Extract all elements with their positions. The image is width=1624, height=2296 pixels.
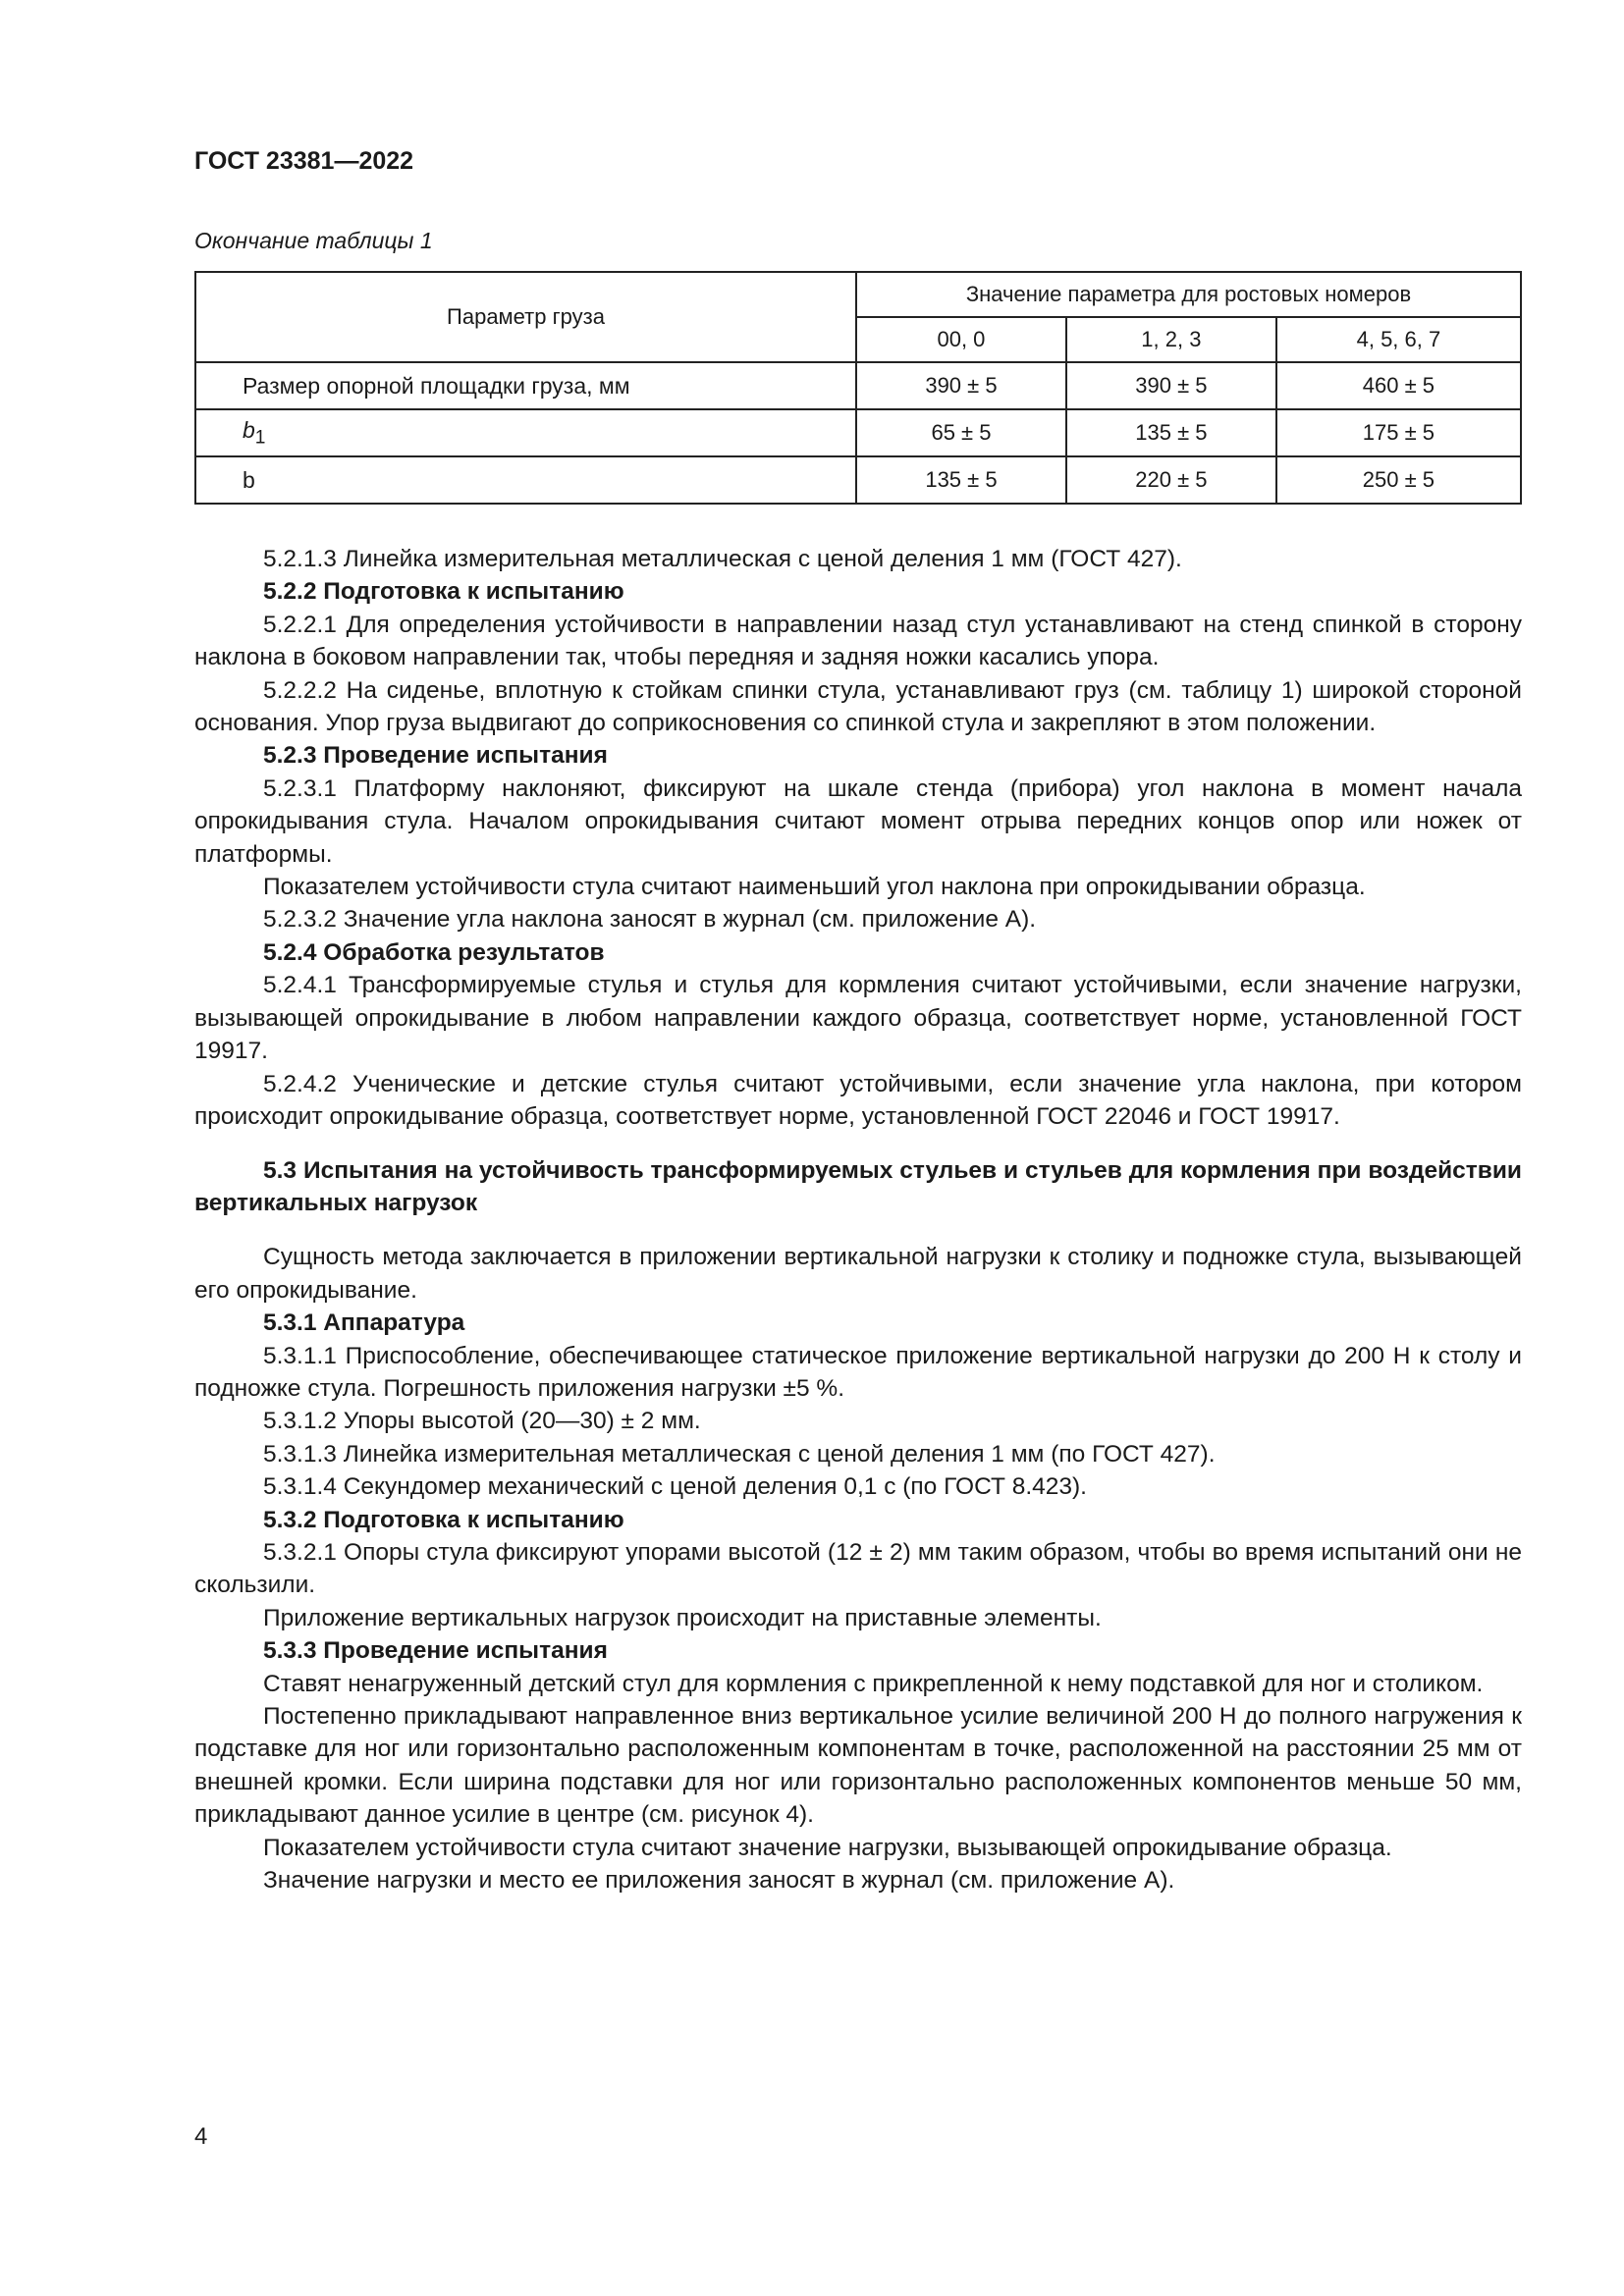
table-row (195, 456, 1521, 504)
paragraph: 5.2.1.3 Линейка измерительная металлическая с ценой деления 1 мм (ГОСТ 427). (263, 546, 1182, 572)
param-column-header: Параметр груза (195, 272, 856, 362)
paragraph: 5.2.2.1 Для определения устойчивости в направлении назад стул устанавливают на стенд спинкой в сторону наклона в боковом направлении так, чтобы передняя и задняя ножки касались упора. (194, 611, 1522, 671)
table-caption: Окончание таблицы 1 (194, 228, 433, 253)
size-column-header: 1, 2, 3 (1066, 317, 1276, 362)
document-header: ГОСТ 23381—2022 (194, 147, 414, 175)
size-column-header: 4, 5, 6, 7 (1276, 317, 1521, 362)
paragraph: Ставят ненагруженный детский стул для кормления с прикрепленной к нему подставкой для ног и столиком. (263, 1670, 1484, 1697)
table-cell: 460 ± 5 (1276, 362, 1521, 409)
row-label-text: b (243, 416, 255, 443)
paragraph: Приложение вертикальных нагрузок происходит на приставные элементы. (263, 1604, 1102, 1631)
paragraph: 5.2.2.2 На сиденье, вплотную к стойкам спинки стула, устанавливают груз (см. таблицу 1) широкой стороной основания. Упор груза выдвигают до соприкосновения со спинкой стула и закрепляют в этом положении. (194, 676, 1522, 737)
row-label (195, 456, 856, 504)
paragraph: 5.3.1.2 Упоры высотой (20—30) ± 2 мм. (263, 1408, 701, 1435)
table-row (195, 409, 1521, 456)
paragraph: 5.2.3.2 Значение угла наклона заносят в журнал (см. приложение А). (263, 906, 1037, 934)
paragraph: 5.3.2.1 Опоры стула фиксируют упорами высотой (12 ± 2) мм таким образом, чтобы во время испытаний они не скользили. (194, 1538, 1522, 1599)
table-cell: 220 ± 5 (1066, 456, 1276, 504)
parameters-table (194, 271, 1522, 505)
size-column-header: 00, 0 (856, 317, 1066, 362)
table-row (195, 362, 1521, 409)
section-heading: 5.3.1 Аппаратура (263, 1309, 465, 1337)
section-heading: 5.3.2 Подготовка к испытанию (263, 1506, 624, 1533)
row-label (195, 409, 856, 456)
paragraph: 5.2.3.1 Платформу наклоняют, фиксируют на шкале стенда (прибора) угол наклона в момент начала опрокидывания стула. Началом опрокидывания считают момент отрыва передних концов опор или ножек от платформы. (194, 774, 1522, 868)
row-label-text: b (243, 466, 255, 493)
value-column-header: Значение параметра для ростовых номеров (856, 272, 1521, 317)
paragraph: Значение нагрузки и место ее приложения заносят в журнал (см. приложение А). (263, 1867, 1175, 1895)
paragraph: 5.2.4.2 Ученические и детские стулья считают устойчивыми, если значение угла наклона, при котором происходит опрокидывание образца, соответствует норме, установленной ГОСТ 22046 и ГОСТ 19917. (194, 1070, 1522, 1130)
section-heading: 5.3.3 Проведение испытания (263, 1637, 608, 1665)
section-heading: 5.2.3 Проведение испытания (263, 742, 608, 770)
row-label (195, 362, 856, 409)
paragraph: 5.3.1.1 Приспособление, обеспечивающее статическое приложение вертикальной нагрузки до 200 Н к столу и подножке стула. Погрешность приложения нагрузки ±5 %. (194, 1342, 1522, 1402)
row-label-subscript: 1 (254, 427, 266, 449)
paragraph: Постепенно прикладывают направленное вниз вертикальное усилие величиной 200 Н до полного нагружения к подставке для ног или горизонтально расположенным компонентам в точке, расположенной на расстоянии 25 мм от внешней кромки. Если ширина подставки для ног или горизонтально расположенных компонентов меньше 50 мм, прикладывают данное усилие в центре (см. рисунок 4). (194, 1703, 1522, 1829)
row-label-text: Размер опорной площадки груза, мм (243, 372, 630, 399)
paragraph: Показателем устойчивости стула считают наименьший угол наклона при опрокидывании образца. (263, 874, 1366, 901)
document-body (194, 543, 1522, 1896)
table-cell: 175 ± 5 (1276, 409, 1521, 456)
table-cell: 65 ± 5 (856, 409, 1066, 456)
table-cell: 135 ± 5 (1066, 409, 1276, 456)
table-cell: 135 ± 5 (856, 456, 1066, 504)
page-number: 4 (194, 2123, 208, 2150)
paragraph: Показателем устойчивости стула считают значение нагрузки, вызывающей опрокидывание образца. (263, 1834, 1392, 1861)
table-cell: 250 ± 5 (1276, 456, 1521, 504)
paragraph: 5.3.1.3 Линейка измерительная металлическая с ценой деления 1 мм (по ГОСТ 427). (263, 1440, 1216, 1468)
table-cell: 390 ± 5 (1066, 362, 1276, 409)
section-heading: 5.2.2 Подготовка к испытанию (263, 578, 624, 606)
paragraph: 5.3.1.4 Секундомер механический с ценой деления 0,1 с (по ГОСТ 8.423). (263, 1473, 1087, 1501)
section-heading: 5.2.4 Обработка результатов (263, 938, 605, 966)
major-section-heading: 5.3 Испытания на устойчивость трансформируемых стульев и стульев для кормления при воздействии вертикальных нагрузок (194, 1157, 1522, 1217)
paragraph: Сущность метода заключается в приложении вертикальной нагрузки к столику и подножке стула, вызывающей его опрокидывание. (194, 1244, 1522, 1304)
paragraph: 5.2.4.1 Трансформируемые стулья и стулья для кормления считают устойчивыми, если значение нагрузки, вызывающей опрокидывание в любом направлении каждого образца, соответствует норме, установленной ГОСТ 19917. (194, 972, 1522, 1065)
table-cell: 390 ± 5 (856, 362, 1066, 409)
